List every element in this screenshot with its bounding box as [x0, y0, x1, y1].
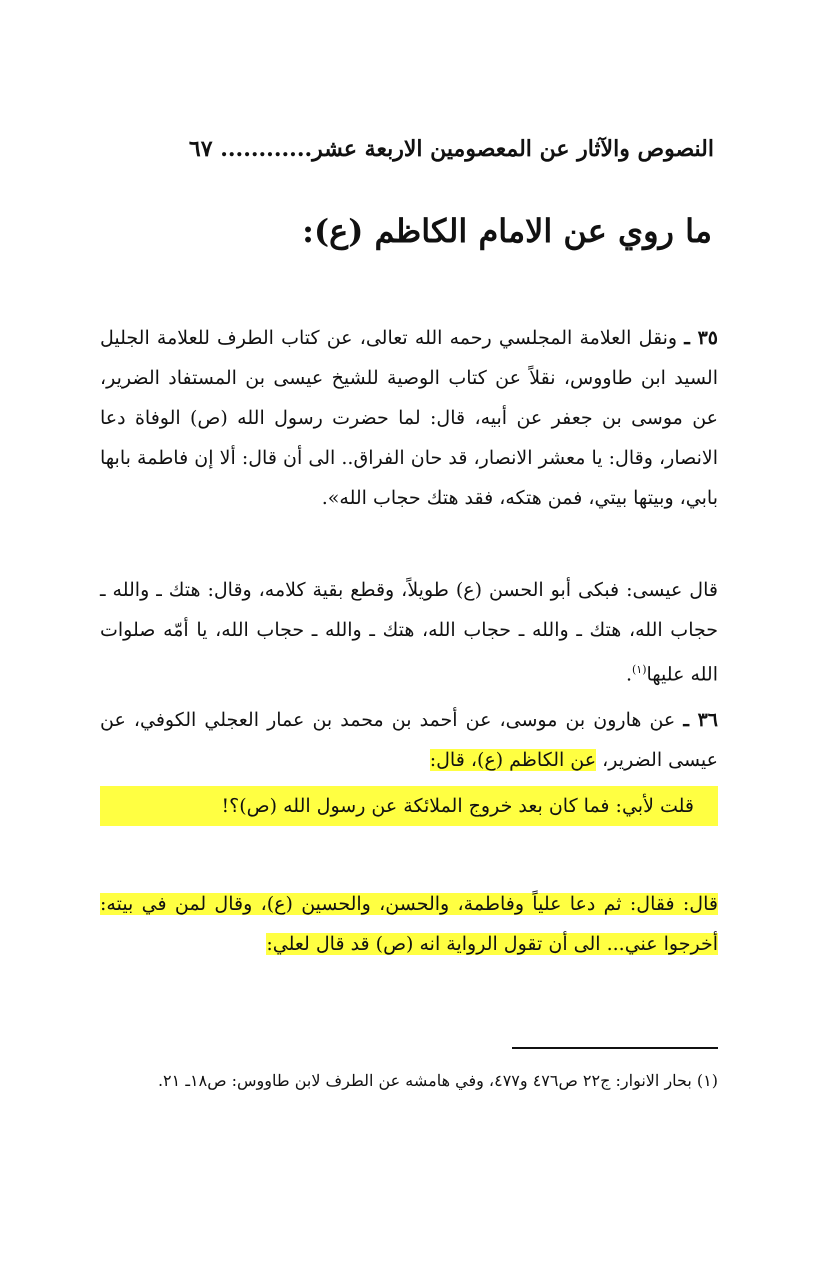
running-header: النصوص والآثار عن المعصومين الاربعة عشر............ ٦٧ — [188, 136, 714, 162]
paragraph-35 — [100, 318, 718, 518]
paragraph-text: عن هارون بن موسى، عن أحمد بن محمد بن عمار العجلي الكوفي، عن عيسى الضرير، — [100, 709, 718, 771]
paragraph-number: ٣٥ ـ — [684, 327, 718, 349]
footnote-divider — [512, 1047, 718, 1049]
paragraph-text: قال عيسى: فبكى أبو الحسن (ع) طويلاً، وقطع بقية كلامه، وقال: هتك ـ والله ـ حجاب الله، هتك ـ والله ـ حجاب الله، هتك ـ والله ـ حجاب الله، يا أمّه صلوات الله عليها — [100, 579, 718, 686]
highlighted-text: عن الكاظم (ع)، قال: — [429, 749, 597, 771]
footnote: (١) بحار الانوار: ج٢٢ ص٤٧٦ و٤٧٧، وفي هامشه عن الطرف لابن طاووس: ص١٨ـ ٢١. — [157, 1071, 718, 1090]
paragraph-number: ٣٦ ـ — [683, 709, 718, 731]
paragraph-text: قلت لأبي: فما كان بعد خروج الملائكة عن رسول الله (ص)؟! — [221, 795, 694, 817]
paragraph-text: ونقل العلامة المجلسي رحمه الله تعالى، عن كتاب الطرف للعلامة الجليل السيد ابن طاووس، نقلاً عن كتاب الوصية للشيخ عيسى بن المستفاد الضرير، عن موسى بن جعفر عن أبيه، قال: لما حضرت رسول الله (ص) الوفاة دعا الانصار، وقال: يا معشر الانصار، قد حان الفراق.. الى أن قال: ألا إن فاطمة بابها بابي، وبيتها بيتي، فمن هتكه، فقد هتك حجاب الله». — [100, 327, 718, 509]
footnote-reference[interactable]: (١) — [631, 663, 647, 676]
paragraph-text: قال: فقال: ثم دعا علياً وفاطمة، والحسن، والحسين (ع)، وقال لمن في بيته: أخرجوا عني... الى أن تقول الرواية انه (ص) قد قال لعلي: — [100, 893, 718, 955]
chapter-title: ما روي عن الامام الكاظم (ع): — [302, 212, 712, 250]
highlighted-answer — [100, 884, 718, 964]
paragraph-end: . — [625, 663, 632, 686]
paragraph-36 — [100, 700, 718, 780]
paragraph-isa — [100, 570, 718, 694]
highlighted-question — [100, 786, 718, 826]
